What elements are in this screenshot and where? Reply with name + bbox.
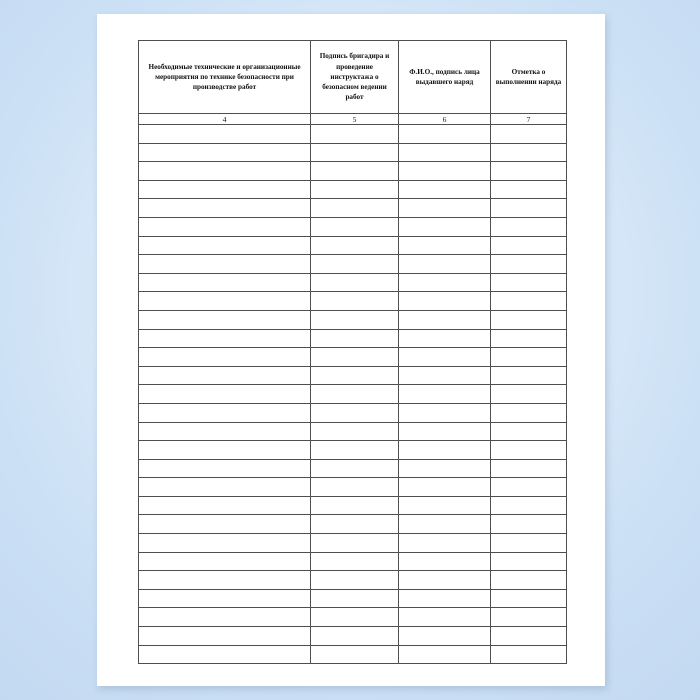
table-cell[interactable] (491, 310, 567, 329)
table-cell[interactable] (311, 422, 399, 441)
table-cell[interactable] (399, 645, 491, 664)
table-row[interactable] (139, 385, 567, 404)
table-cell[interactable] (399, 199, 491, 218)
table-row[interactable] (139, 422, 567, 441)
table-cell[interactable] (399, 310, 491, 329)
table-cell[interactable] (491, 348, 567, 367)
table-cell[interactable] (311, 403, 399, 422)
table-row[interactable] (139, 441, 567, 460)
table-row[interactable] (139, 534, 567, 553)
table-row[interactable] (139, 627, 567, 646)
table-column-numbers-row (139, 114, 567, 125)
table-cell[interactable] (491, 515, 567, 534)
table-cell[interactable] (311, 366, 399, 385)
table-row[interactable] (139, 199, 567, 218)
table-cell[interactable] (399, 441, 491, 460)
table-cell[interactable] (399, 534, 491, 553)
table-cell[interactable] (139, 217, 311, 236)
table-cell[interactable] (311, 310, 399, 329)
table-cell[interactable] (399, 385, 491, 404)
table-cell[interactable] (311, 534, 399, 553)
table-cell[interactable] (311, 217, 399, 236)
column-number-5: 5 (311, 114, 399, 125)
table-cell[interactable] (399, 589, 491, 608)
table-cell[interactable] (139, 478, 311, 497)
table-cell[interactable] (139, 143, 311, 162)
table-cell[interactable] (139, 571, 311, 590)
table-row[interactable] (139, 348, 567, 367)
table-cell[interactable] (139, 199, 311, 218)
table-row[interactable] (139, 459, 567, 478)
table-row[interactable] (139, 180, 567, 199)
table-cell[interactable] (491, 125, 567, 144)
table-cell[interactable] (491, 589, 567, 608)
table-cell[interactable] (491, 199, 567, 218)
table-cell[interactable] (491, 627, 567, 646)
table-cell[interactable] (139, 608, 311, 627)
table-cell[interactable] (491, 236, 567, 255)
table-cell[interactable] (311, 589, 399, 608)
table-cell[interactable] (491, 217, 567, 236)
table-cell[interactable] (139, 534, 311, 553)
table-cell[interactable] (491, 385, 567, 404)
table-row[interactable] (139, 571, 567, 590)
table-cell[interactable] (491, 496, 567, 515)
table-cell[interactable] (139, 292, 311, 311)
table-cell[interactable] (139, 385, 311, 404)
table-cell[interactable] (311, 571, 399, 590)
column-header-issuer: Ф.И.О., подпись лица выдавшего наряд (399, 41, 491, 114)
table-cell[interactable] (399, 255, 491, 274)
table-cell[interactable] (311, 292, 399, 311)
table-cell[interactable] (399, 348, 491, 367)
table-row[interactable] (139, 273, 567, 292)
table-cell[interactable] (139, 589, 311, 608)
table-cell[interactable] (399, 571, 491, 590)
table-cell[interactable] (491, 180, 567, 199)
table-cell[interactable] (311, 162, 399, 181)
work-permit-table (138, 40, 567, 664)
table-cell[interactable] (399, 422, 491, 441)
table-row[interactable] (139, 143, 567, 162)
table-header-row (139, 41, 567, 114)
table-cell[interactable] (311, 180, 399, 199)
table-row[interactable] (139, 366, 567, 385)
table-cell[interactable] (491, 459, 567, 478)
table-cell[interactable] (311, 515, 399, 534)
table-cell[interactable] (311, 329, 399, 348)
table-cell[interactable] (399, 403, 491, 422)
table-cell[interactable] (311, 236, 399, 255)
table-cell[interactable] (139, 273, 311, 292)
table-head (139, 41, 567, 125)
table-row[interactable] (139, 292, 567, 311)
table-cell[interactable] (491, 571, 567, 590)
table-cell[interactable] (491, 366, 567, 385)
table-cell[interactable] (311, 143, 399, 162)
table-cell[interactable] (311, 496, 399, 515)
table-cell[interactable] (311, 645, 399, 664)
table-cell[interactable] (139, 125, 311, 144)
table-cell[interactable] (139, 496, 311, 515)
table-cell[interactable] (139, 255, 311, 274)
table-cell[interactable] (311, 348, 399, 367)
table-cell[interactable] (399, 217, 491, 236)
table-cell[interactable] (491, 143, 567, 162)
table-cell[interactable] (491, 403, 567, 422)
table-cell[interactable] (139, 627, 311, 646)
table-cell[interactable] (139, 348, 311, 367)
table-cell[interactable] (311, 255, 399, 274)
table-row[interactable] (139, 552, 567, 571)
table-row[interactable] (139, 125, 567, 144)
table-cell[interactable] (399, 125, 491, 144)
form-table-wrapper (138, 40, 566, 664)
table-row[interactable] (139, 515, 567, 534)
table-cell[interactable] (311, 608, 399, 627)
table-row[interactable] (139, 589, 567, 608)
table-cell[interactable] (491, 534, 567, 553)
table-cell[interactable] (491, 329, 567, 348)
table-cell[interactable] (139, 236, 311, 255)
column-header-measures: Необходимые технические и организационные мероприятия по технике безопасности при производстве работ (139, 41, 311, 114)
table-cell[interactable] (399, 627, 491, 646)
table-row[interactable] (139, 310, 567, 329)
table-row[interactable] (139, 255, 567, 274)
table-row[interactable] (139, 403, 567, 422)
table-cell[interactable] (139, 552, 311, 571)
table-cell[interactable] (139, 366, 311, 385)
table-cell[interactable] (491, 162, 567, 181)
table-row[interactable] (139, 236, 567, 255)
table-cell[interactable] (139, 329, 311, 348)
table-body (139, 125, 567, 664)
column-header-foreman-signature: Подпись бригадира и проведение инструктажа о безопасном ведении работ (311, 41, 399, 114)
table-cell[interactable] (491, 441, 567, 460)
table-cell[interactable] (139, 422, 311, 441)
table-cell[interactable] (399, 366, 491, 385)
table-cell[interactable] (399, 273, 491, 292)
table-cell[interactable] (491, 273, 567, 292)
table-cell[interactable] (491, 422, 567, 441)
column-header-completion-mark: Отметка о выполнении наряда (491, 41, 567, 114)
table-cell[interactable] (139, 515, 311, 534)
table-cell[interactable] (399, 143, 491, 162)
table-cell[interactable] (139, 441, 311, 460)
table-cell[interactable] (399, 552, 491, 571)
table-cell[interactable] (399, 478, 491, 497)
table-cell[interactable] (491, 255, 567, 274)
table-cell[interactable] (399, 162, 491, 181)
table-cell[interactable] (311, 627, 399, 646)
table-cell[interactable] (491, 645, 567, 664)
table-cell[interactable] (399, 608, 491, 627)
table-cell[interactable] (491, 608, 567, 627)
table-cell[interactable] (139, 403, 311, 422)
table-cell[interactable] (311, 478, 399, 497)
column-number-7: 7 (491, 114, 567, 125)
table-cell[interactable] (139, 459, 311, 478)
table-cell[interactable] (311, 441, 399, 460)
table-cell[interactable] (399, 292, 491, 311)
table-cell[interactable] (491, 552, 567, 571)
table-cell[interactable] (399, 459, 491, 478)
column-number-6: 6 (399, 114, 491, 125)
table-row[interactable] (139, 329, 567, 348)
table-cell[interactable] (311, 552, 399, 571)
table-cell[interactable] (311, 125, 399, 144)
table-cell[interactable] (139, 645, 311, 664)
table-cell[interactable] (311, 199, 399, 218)
table-cell[interactable] (399, 329, 491, 348)
table-cell[interactable] (139, 310, 311, 329)
table-row[interactable] (139, 496, 567, 515)
table-cell[interactable] (139, 180, 311, 199)
table-cell[interactable] (399, 236, 491, 255)
table-cell[interactable] (139, 162, 311, 181)
table-cell[interactable] (491, 292, 567, 311)
table-row[interactable] (139, 608, 567, 627)
column-number-4: 4 (139, 114, 311, 125)
table-row[interactable] (139, 645, 567, 664)
table-cell[interactable] (399, 515, 491, 534)
table-row[interactable] (139, 162, 567, 181)
table-cell[interactable] (399, 180, 491, 199)
table-cell[interactable] (399, 496, 491, 515)
table-cell[interactable] (491, 478, 567, 497)
table-cell[interactable] (311, 459, 399, 478)
table-cell[interactable] (311, 273, 399, 292)
table-cell[interactable] (311, 385, 399, 404)
table-row[interactable] (139, 217, 567, 236)
document-sheet (97, 14, 605, 686)
table-row[interactable] (139, 478, 567, 497)
